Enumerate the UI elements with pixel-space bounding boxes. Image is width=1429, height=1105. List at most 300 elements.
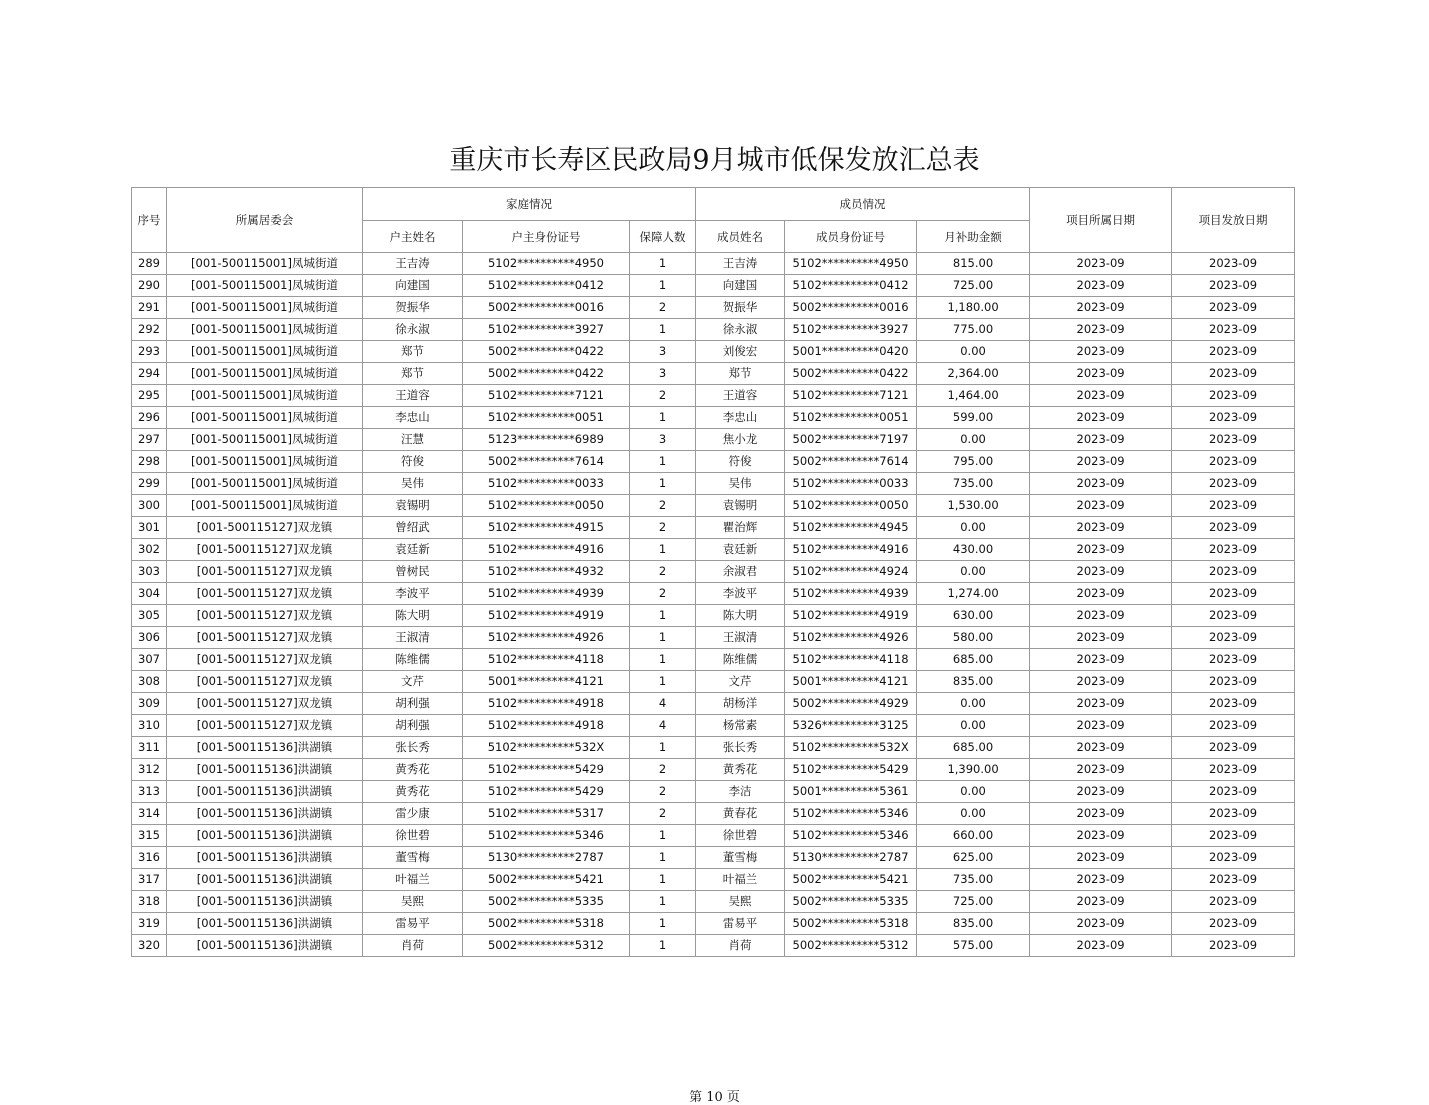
seq-cell: 304 <box>132 583 167 605</box>
committee-cell: [001-500115136]洪湖镇 <box>167 781 363 803</box>
project-date-cell: 2023-09 <box>1030 385 1172 407</box>
seq-cell: 289 <box>132 253 167 275</box>
head-id-cell: 5002**********0422 <box>463 341 630 363</box>
covered-cell: 3 <box>630 341 696 363</box>
head-id-cell: 5102**********7121 <box>463 385 630 407</box>
covered-cell: 4 <box>630 693 696 715</box>
subsidy-cell: 0.00 <box>917 517 1030 539</box>
subsidy-cell: 1,530.00 <box>917 495 1030 517</box>
member-name-cell: 黄秀花 <box>696 759 785 781</box>
head-name-cell: 黄秀花 <box>363 759 463 781</box>
seq-cell: 301 <box>132 517 167 539</box>
project-date-cell: 2023-09 <box>1030 429 1172 451</box>
subsidy-cell: 599.00 <box>917 407 1030 429</box>
covered-cell: 1 <box>630 913 696 935</box>
head-name-cell: 肖荷 <box>363 935 463 957</box>
committee-cell: [001-500115001]凤城街道 <box>167 473 363 495</box>
table-row <box>132 473 1295 495</box>
issue-date-cell: 2023-09 <box>1172 737 1295 759</box>
committee-cell: [001-500115136]洪湖镇 <box>167 737 363 759</box>
table-row <box>132 693 1295 715</box>
subsidy-summary-table <box>131 187 1295 957</box>
subsidy-cell: 430.00 <box>917 539 1030 561</box>
issue-date-cell: 2023-09 <box>1172 649 1295 671</box>
table-body <box>132 253 1295 957</box>
table-row <box>132 495 1295 517</box>
head-name-cell: 贺振华 <box>363 297 463 319</box>
issue-date-cell: 2023-09 <box>1172 891 1295 913</box>
subsidy-cell: 575.00 <box>917 935 1030 957</box>
table-row <box>132 935 1295 957</box>
committee-cell: [001-500115127]双龙镇 <box>167 539 363 561</box>
covered-cell: 2 <box>630 385 696 407</box>
table-row <box>132 605 1295 627</box>
table-row <box>132 275 1295 297</box>
issue-date-cell: 2023-09 <box>1172 781 1295 803</box>
head-id-cell: 5102**********4926 <box>463 627 630 649</box>
member-name-cell: 李洁 <box>696 781 785 803</box>
issue-date-cell: 2023-09 <box>1172 935 1295 957</box>
head-id-cell: 5001**********4121 <box>463 671 630 693</box>
member-name-cell: 符俊 <box>696 451 785 473</box>
committee-cell: [001-500115001]凤城街道 <box>167 319 363 341</box>
seq-cell: 317 <box>132 869 167 891</box>
seq-cell: 312 <box>132 759 167 781</box>
project-date-cell: 2023-09 <box>1030 319 1172 341</box>
issue-date-cell: 2023-09 <box>1172 253 1295 275</box>
subsidy-cell: 735.00 <box>917 473 1030 495</box>
head-name-cell: 郑节 <box>363 363 463 385</box>
head-id-cell: 5102**********4916 <box>463 539 630 561</box>
issue-date-cell: 2023-09 <box>1172 495 1295 517</box>
head-name-cell: 叶福兰 <box>363 869 463 891</box>
member-id-cell: 5002**********4929 <box>785 693 917 715</box>
project-date-cell: 2023-09 <box>1030 363 1172 385</box>
project-date-cell: 2023-09 <box>1030 913 1172 935</box>
issue-date-cell: 2023-09 <box>1172 429 1295 451</box>
issue-date-cell: 2023-09 <box>1172 451 1295 473</box>
issue-date-cell: 2023-09 <box>1172 297 1295 319</box>
header-committee: 所属居委会 <box>167 188 363 253</box>
member-id-cell: 5002**********5312 <box>785 935 917 957</box>
head-name-cell: 王吉涛 <box>363 253 463 275</box>
head-name-cell: 雷少康 <box>363 803 463 825</box>
member-id-cell: 5102**********5346 <box>785 825 917 847</box>
member-name-cell: 雷易平 <box>696 913 785 935</box>
head-id-cell: 5102**********4919 <box>463 605 630 627</box>
committee-cell: [001-500115001]凤城街道 <box>167 495 363 517</box>
subsidy-cell: 1,464.00 <box>917 385 1030 407</box>
head-name-cell: 徐世碧 <box>363 825 463 847</box>
project-date-cell: 2023-09 <box>1030 693 1172 715</box>
header-row-group <box>132 188 1295 221</box>
covered-cell: 1 <box>630 847 696 869</box>
table-row <box>132 627 1295 649</box>
member-id-cell: 5102**********3927 <box>785 319 917 341</box>
head-id-cell: 5002**********5318 <box>463 913 630 935</box>
table-row <box>132 891 1295 913</box>
project-date-cell: 2023-09 <box>1030 539 1172 561</box>
member-id-cell: 5102**********4926 <box>785 627 917 649</box>
covered-cell: 1 <box>630 671 696 693</box>
head-id-cell: 5102**********532X <box>463 737 630 759</box>
head-name-cell: 曾绍武 <box>363 517 463 539</box>
member-id-cell: 5001**********4121 <box>785 671 917 693</box>
head-id-cell: 5102**********0050 <box>463 495 630 517</box>
issue-date-cell: 2023-09 <box>1172 715 1295 737</box>
committee-cell: [001-500115136]洪湖镇 <box>167 935 363 957</box>
table-row <box>132 341 1295 363</box>
head-id-cell: 5102**********4950 <box>463 253 630 275</box>
seq-cell: 292 <box>132 319 167 341</box>
covered-cell: 1 <box>630 737 696 759</box>
issue-date-cell: 2023-09 <box>1172 341 1295 363</box>
committee-cell: [001-500115127]双龙镇 <box>167 715 363 737</box>
member-id-cell: 5102**********4916 <box>785 539 917 561</box>
head-id-cell: 5130**********2787 <box>463 847 630 869</box>
document-title: 重庆市长寿区民政局9月城市低保发放汇总表 <box>449 145 980 176</box>
issue-date-cell: 2023-09 <box>1172 671 1295 693</box>
member-id-cell: 5102**********7121 <box>785 385 917 407</box>
member-name-cell: 肖荷 <box>696 935 785 957</box>
committee-cell: [001-500115136]洪湖镇 <box>167 803 363 825</box>
head-name-cell: 文芹 <box>363 671 463 693</box>
project-date-cell: 2023-09 <box>1030 869 1172 891</box>
table-row <box>132 671 1295 693</box>
table-row <box>132 825 1295 847</box>
committee-cell: [001-500115127]双龙镇 <box>167 517 363 539</box>
covered-cell: 2 <box>630 583 696 605</box>
project-date-cell: 2023-09 <box>1030 583 1172 605</box>
subsidy-cell: 685.00 <box>917 737 1030 759</box>
member-name-cell: 袁廷新 <box>696 539 785 561</box>
head-name-cell: 陈维儒 <box>363 649 463 671</box>
seq-cell: 303 <box>132 561 167 583</box>
seq-cell: 314 <box>132 803 167 825</box>
table-row <box>132 869 1295 891</box>
covered-cell: 1 <box>630 825 696 847</box>
subsidy-cell: 0.00 <box>917 803 1030 825</box>
member-name-cell: 黄春花 <box>696 803 785 825</box>
head-name-cell: 袁锡明 <box>363 495 463 517</box>
project-date-cell: 2023-09 <box>1030 561 1172 583</box>
covered-cell: 1 <box>630 649 696 671</box>
member-id-cell: 5002**********7197 <box>785 429 917 451</box>
table-row <box>132 385 1295 407</box>
subsidy-cell: 580.00 <box>917 627 1030 649</box>
head-id-cell: 5102**********0033 <box>463 473 630 495</box>
table-row <box>132 561 1295 583</box>
table-row <box>132 847 1295 869</box>
member-id-cell: 5102**********532X <box>785 737 917 759</box>
covered-cell: 4 <box>630 715 696 737</box>
member-name-cell: 向建国 <box>696 275 785 297</box>
issue-date-cell: 2023-09 <box>1172 561 1295 583</box>
committee-cell: [001-500115136]洪湖镇 <box>167 869 363 891</box>
covered-cell: 1 <box>630 605 696 627</box>
member-id-cell: 5102**********4118 <box>785 649 917 671</box>
head-id-cell: 5102**********4932 <box>463 561 630 583</box>
head-name-cell: 王淑清 <box>363 627 463 649</box>
member-id-cell: 5326**********3125 <box>785 715 917 737</box>
member-id-cell: 5002**********5318 <box>785 913 917 935</box>
head-id-cell: 5002**********7614 <box>463 451 630 473</box>
project-date-cell: 2023-09 <box>1030 341 1172 363</box>
head-name-cell: 袁廷新 <box>363 539 463 561</box>
head-id-cell: 5102**********5346 <box>463 825 630 847</box>
seq-cell: 313 <box>132 781 167 803</box>
subsidy-cell: 725.00 <box>917 891 1030 913</box>
committee-cell: [001-500115127]双龙镇 <box>167 605 363 627</box>
covered-cell: 1 <box>630 253 696 275</box>
seq-cell: 291 <box>132 297 167 319</box>
subsidy-cell: 630.00 <box>917 605 1030 627</box>
seq-cell: 307 <box>132 649 167 671</box>
table-row <box>132 583 1295 605</box>
covered-cell: 2 <box>630 517 696 539</box>
seq-cell: 310 <box>132 715 167 737</box>
issue-date-cell: 2023-09 <box>1172 407 1295 429</box>
subsidy-cell: 625.00 <box>917 847 1030 869</box>
header-subsidy: 月补助金额 <box>917 221 1030 253</box>
seq-cell: 298 <box>132 451 167 473</box>
table-row <box>132 737 1295 759</box>
covered-cell: 3 <box>630 429 696 451</box>
seq-cell: 315 <box>132 825 167 847</box>
header-head-id: 户主身份证号 <box>463 221 630 253</box>
head-id-cell: 5102**********0051 <box>463 407 630 429</box>
member-name-cell: 刘俊宏 <box>696 341 785 363</box>
table-row <box>132 803 1295 825</box>
header-member-id: 成员身份证号 <box>785 221 917 253</box>
member-name-cell: 吴伟 <box>696 473 785 495</box>
project-date-cell: 2023-09 <box>1030 825 1172 847</box>
committee-cell: [001-500115127]双龙镇 <box>167 583 363 605</box>
subsidy-cell: 725.00 <box>917 275 1030 297</box>
committee-cell: [001-500115127]双龙镇 <box>167 561 363 583</box>
project-date-cell: 2023-09 <box>1030 605 1172 627</box>
issue-date-cell: 2023-09 <box>1172 517 1295 539</box>
issue-date-cell: 2023-09 <box>1172 385 1295 407</box>
committee-cell: [001-500115001]凤城街道 <box>167 275 363 297</box>
covered-cell: 1 <box>630 451 696 473</box>
committee-cell: [001-500115001]凤城街道 <box>167 341 363 363</box>
seq-cell: 302 <box>132 539 167 561</box>
seq-cell: 293 <box>132 341 167 363</box>
head-id-cell: 5123**********6989 <box>463 429 630 451</box>
project-date-cell: 2023-09 <box>1030 803 1172 825</box>
member-id-cell: 5102**********0412 <box>785 275 917 297</box>
head-id-cell: 5002**********5421 <box>463 869 630 891</box>
head-name-cell: 吴熙 <box>363 891 463 913</box>
header-project-date: 项目所属日期 <box>1030 188 1172 253</box>
header-covered: 保障人数 <box>630 221 696 253</box>
covered-cell: 1 <box>630 473 696 495</box>
issue-date-cell: 2023-09 <box>1172 627 1295 649</box>
head-id-cell: 5102**********4118 <box>463 649 630 671</box>
committee-cell: [001-500115001]凤城街道 <box>167 297 363 319</box>
issue-date-cell: 2023-09 <box>1172 363 1295 385</box>
project-date-cell: 2023-09 <box>1030 759 1172 781</box>
project-date-cell: 2023-09 <box>1030 737 1172 759</box>
covered-cell: 2 <box>630 803 696 825</box>
project-date-cell: 2023-09 <box>1030 847 1172 869</box>
head-id-cell: 5002**********5312 <box>463 935 630 957</box>
seq-cell: 295 <box>132 385 167 407</box>
head-name-cell: 陈大明 <box>363 605 463 627</box>
seq-cell: 316 <box>132 847 167 869</box>
covered-cell: 1 <box>630 407 696 429</box>
seq-cell: 306 <box>132 627 167 649</box>
committee-cell: [001-500115136]洪湖镇 <box>167 913 363 935</box>
member-name-cell: 叶福兰 <box>696 869 785 891</box>
covered-cell: 2 <box>630 561 696 583</box>
issue-date-cell: 2023-09 <box>1172 539 1295 561</box>
page-number: 第 10 页 <box>689 1090 740 1105</box>
table-row <box>132 517 1295 539</box>
head-id-cell: 5002**********0016 <box>463 297 630 319</box>
member-id-cell: 5102**********4919 <box>785 605 917 627</box>
subsidy-cell: 1,390.00 <box>917 759 1030 781</box>
covered-cell: 1 <box>630 935 696 957</box>
member-id-cell: 5002**********0422 <box>785 363 917 385</box>
member-id-cell: 5102**********4939 <box>785 583 917 605</box>
seq-cell: 311 <box>132 737 167 759</box>
project-date-cell: 2023-09 <box>1030 671 1172 693</box>
table-row <box>132 913 1295 935</box>
subsidy-cell: 735.00 <box>917 869 1030 891</box>
member-id-cell: 5002**********0016 <box>785 297 917 319</box>
subsidy-cell: 775.00 <box>917 319 1030 341</box>
table-row <box>132 649 1295 671</box>
project-date-cell: 2023-09 <box>1030 451 1172 473</box>
project-date-cell: 2023-09 <box>1030 715 1172 737</box>
member-id-cell: 5001**********0420 <box>785 341 917 363</box>
covered-cell: 2 <box>630 495 696 517</box>
issue-date-cell: 2023-09 <box>1172 473 1295 495</box>
member-name-cell: 王淑清 <box>696 627 785 649</box>
header-issue-date: 项目发放日期 <box>1172 188 1295 253</box>
issue-date-cell: 2023-09 <box>1172 913 1295 935</box>
member-name-cell: 徐世碧 <box>696 825 785 847</box>
subsidy-cell: 1,274.00 <box>917 583 1030 605</box>
member-id-cell: 5102**********5429 <box>785 759 917 781</box>
table-row <box>132 759 1295 781</box>
member-name-cell: 王道容 <box>696 385 785 407</box>
project-date-cell: 2023-09 <box>1030 253 1172 275</box>
issue-date-cell: 2023-09 <box>1172 583 1295 605</box>
subsidy-cell: 835.00 <box>917 913 1030 935</box>
committee-cell: [001-500115127]双龙镇 <box>167 649 363 671</box>
project-date-cell: 2023-09 <box>1030 407 1172 429</box>
seq-cell: 294 <box>132 363 167 385</box>
covered-cell: 2 <box>630 781 696 803</box>
member-id-cell: 5102**********0033 <box>785 473 917 495</box>
covered-cell: 2 <box>630 759 696 781</box>
member-id-cell: 5102**********4924 <box>785 561 917 583</box>
subsidy-cell: 795.00 <box>917 451 1030 473</box>
issue-date-cell: 2023-09 <box>1172 759 1295 781</box>
project-date-cell: 2023-09 <box>1030 649 1172 671</box>
subsidy-cell: 835.00 <box>917 671 1030 693</box>
covered-cell: 1 <box>630 319 696 341</box>
project-date-cell: 2023-09 <box>1030 891 1172 913</box>
subsidy-cell: 815.00 <box>917 253 1030 275</box>
member-name-cell: 吴熙 <box>696 891 785 913</box>
table-row <box>132 781 1295 803</box>
subsidy-cell: 0.00 <box>917 781 1030 803</box>
seq-cell: 320 <box>132 935 167 957</box>
committee-cell: [001-500115001]凤城街道 <box>167 451 363 473</box>
subsidy-cell: 0.00 <box>917 715 1030 737</box>
head-name-cell: 李忠山 <box>363 407 463 429</box>
subsidy-cell: 660.00 <box>917 825 1030 847</box>
project-date-cell: 2023-09 <box>1030 495 1172 517</box>
seq-cell: 318 <box>132 891 167 913</box>
table-row <box>132 451 1295 473</box>
table-row <box>132 539 1295 561</box>
member-name-cell: 董雪梅 <box>696 847 785 869</box>
head-name-cell: 胡利强 <box>363 715 463 737</box>
member-id-cell: 5002**********7614 <box>785 451 917 473</box>
committee-cell: [001-500115001]凤城街道 <box>167 253 363 275</box>
member-id-cell: 5102**********4945 <box>785 517 917 539</box>
committee-cell: [001-500115127]双龙镇 <box>167 671 363 693</box>
head-id-cell: 5102**********4915 <box>463 517 630 539</box>
table-row <box>132 429 1295 451</box>
seq-cell: 290 <box>132 275 167 297</box>
issue-date-cell: 2023-09 <box>1172 275 1295 297</box>
head-name-cell: 黄秀花 <box>363 781 463 803</box>
member-name-cell: 王吉涛 <box>696 253 785 275</box>
subsidy-cell: 1,180.00 <box>917 297 1030 319</box>
member-id-cell: 5102**********4950 <box>785 253 917 275</box>
member-name-cell: 李忠山 <box>696 407 785 429</box>
project-date-cell: 2023-09 <box>1030 935 1172 957</box>
head-name-cell: 吴伟 <box>363 473 463 495</box>
project-date-cell: 2023-09 <box>1030 275 1172 297</box>
member-name-cell: 贺振华 <box>696 297 785 319</box>
seq-cell: 297 <box>132 429 167 451</box>
member-name-cell: 李波平 <box>696 583 785 605</box>
issue-date-cell: 2023-09 <box>1172 319 1295 341</box>
covered-cell: 2 <box>630 297 696 319</box>
subsidy-cell: 0.00 <box>917 561 1030 583</box>
committee-cell: [001-500115136]洪湖镇 <box>167 847 363 869</box>
header-seq: 序号 <box>132 188 167 253</box>
covered-cell: 1 <box>630 539 696 561</box>
head-name-cell: 向建国 <box>363 275 463 297</box>
header-family-group: 家庭情况 <box>363 188 696 221</box>
member-name-cell: 杨常素 <box>696 715 785 737</box>
seq-cell: 305 <box>132 605 167 627</box>
subsidy-cell: 0.00 <box>917 341 1030 363</box>
seq-cell: 299 <box>132 473 167 495</box>
committee-cell: [001-500115127]双龙镇 <box>167 693 363 715</box>
subsidy-cell: 2,364.00 <box>917 363 1030 385</box>
table-row <box>132 363 1295 385</box>
member-id-cell: 5102**********5346 <box>785 803 917 825</box>
committee-cell: [001-500115001]凤城街道 <box>167 385 363 407</box>
committee-cell: [001-500115127]双龙镇 <box>167 627 363 649</box>
covered-cell: 1 <box>630 627 696 649</box>
member-name-cell: 陈维儒 <box>696 649 785 671</box>
head-id-cell: 5102**********5317 <box>463 803 630 825</box>
head-name-cell: 王道容 <box>363 385 463 407</box>
member-name-cell: 张长秀 <box>696 737 785 759</box>
head-name-cell: 董雪梅 <box>363 847 463 869</box>
header-head-name: 户主姓名 <box>363 221 463 253</box>
